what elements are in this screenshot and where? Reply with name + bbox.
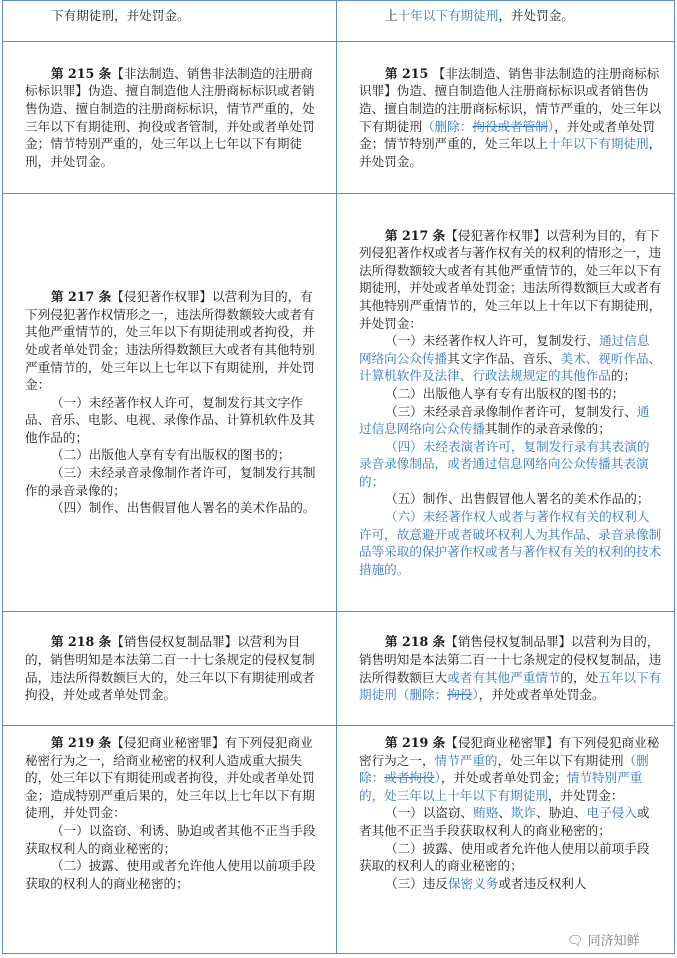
text-segment: ，并处或者单处罚金； [440,770,567,786]
article-paragraph [359,7,662,25]
clause-paragraph [25,499,324,517]
table-row [3,612,675,726]
text-segment: 的，处 [560,669,599,685]
text-segment: （一）未经著作权人许可，复制发行、 [384,333,600,349]
text-segment: （二）出版他人享有专有出版权的图书的； [384,385,625,401]
clause-paragraph [359,875,662,893]
text-segment: （二）披露、使用或者允许他人使用以前项手段获取的权利人的商业秘密的； [25,858,316,891]
new-law-cell [336,194,674,612]
text-segment: 【侵犯著作权罪】以营利为目的，有下列侵犯著作权情形之一，违法所得数额较大或者有其他严重情节的，处三年以下有期徒刑或者拘役，并处或者单处罚金；违法所得数额巨大或者有其他特别严重情节的，处三年以上七年以下有期徒刑，并处罚金： [25,289,315,393]
clause-paragraph [359,840,662,875]
new-law-cell [336,612,674,726]
text-segment: （四）制作、出售假冒他人署名的美术作品的。 [51,500,316,516]
amended-text: 贿赂 [473,805,499,821]
clause-paragraph [25,822,324,857]
clause-paragraph [359,490,662,508]
old-law-cell [3,194,337,612]
text-segment: 第 218 条 [384,634,446,650]
watermark: 🗨 同济知鲜 [567,930,640,949]
amended-text: （删除： [421,118,473,134]
text-segment: ，并处或者单处罚金；情节特别严重的，处三年以上 [358,118,655,152]
amended-text: 十年以下有期徒刑 [397,8,499,23]
text-segment: 的； [610,368,637,384]
amended-text: 五年以下有期徒刑 [358,669,662,703]
article-paragraph [359,734,662,804]
amended-text: 保密义务 [447,875,499,891]
amended-text: 情节特别严重的，处三年以上十年以下有期徒刑 [358,770,643,803]
text-segment: 第 219 条 [51,735,112,750]
deleted-text: 拘役 [447,687,473,703]
amended-text: 美术、视听作品、计算机软件及法律、行政法规规定的其他作品 [358,350,662,384]
text-segment: 上 [384,8,398,23]
amended-text: （四）未经表演者许可，复制发行录有其表演的录音录像制品，或者通过信息网络向公众传播其表演的； [358,438,650,489]
amended-text: 电子侵入 [586,805,637,821]
text-segment: 下有期徒刑，并处罚金。 [51,8,190,23]
article-paragraph [25,633,324,703]
text-segment: （三）违反 [384,875,448,891]
text-segment: 第 219 条 [384,735,446,750]
text-segment: 第 215 条 [51,65,112,81]
text-segment: ，处三年以下有期徒刑 [497,752,624,768]
table-row [3,1,675,42]
article-paragraph [25,734,324,822]
clause-paragraph [359,332,662,385]
text-segment: ，并处罚金。 [498,8,574,23]
table-row [3,42,675,194]
amended-text: （六）未经著作权人或者与著作权有关的权利人许可，故意避开或者破坏权利人为其作品、录音录像制品等采取的保护著作权或者与著作权有关的权利的技术措施的。 [358,509,662,577]
amended-text: （删除： [396,687,448,703]
clause-paragraph [25,464,324,499]
text-segment: 【侵犯著作权罪】以营利为目的，有下列侵犯著作权或者与著作权有关的权利的情形之一，违法所得数额较大或者有其他严重情节的，处三年以下有期徒刑，并处或者单处罚金；违法所得数额巨大或者有其他特别严重情节的，处三年以上十年以下有期徒刑，并处罚金： [358,227,662,331]
text-segment: 【侵犯商业秘密罪】有下列侵犯商业秘密行为之一， [358,735,660,768]
deleted-text: 或者拘役 [384,770,435,786]
article-paragraph [25,65,324,171]
old-law-cell [3,726,337,954]
text-segment: 【侵犯商业秘密罪】有下列侵犯商业秘密行为之一，给商业秘密的权利人造成重大损失的，处三年以下有期徒刑或者拘役，并处或者单处罚金；造成特别严重后果的，处三年以上七年以下有期徒刑，并处罚金： [25,735,315,821]
clause-paragraph [359,804,662,839]
text-segment: 第 217 条 [384,227,446,243]
article-paragraph [359,65,662,171]
clause-paragraph [25,857,324,892]
article-paragraph [25,7,324,25]
text-segment: （一）以盗窃、 [384,805,474,821]
text-segment: 、胁迫、 [536,805,587,821]
clause-paragraph [359,403,662,438]
text-segment: 、 [498,805,511,821]
comparison-table [2,0,675,954]
clause-paragraph [359,438,662,491]
text-segment: ，并处罚金： [547,787,624,803]
new-law-cell [336,42,674,194]
text-segment: 【销售侵权复制品罪】以营利为目的，销售明知是本法第二百一十七条规定的侵权复制品，违法所得数额巨大 [358,634,662,685]
article-paragraph [359,227,662,333]
text-segment: 【销售侵权复制品罪】以营利为目的，销售明知是本法第二百一十七条规定的侵权复制品，违法所得数额巨大的，处三年以下有期徒刑或者拘役，并处或者单处罚金。 [25,634,315,703]
text-segment: （三）未经录音录像制作者许可，复制发行其制作的录音录像的； [25,465,316,498]
deleted-text: 拘役或者管制 [472,118,548,134]
amended-text: （删除： [358,752,649,786]
table-row [3,194,675,612]
text-segment: 第 217 条 [51,289,112,305]
amended-text: 欺诈 [510,805,537,821]
article-paragraph [25,288,324,394]
text-segment: （一）以盗窃、利诱、胁迫或者其他不正当手段获取权利人的商业秘密的； [25,822,316,856]
text-segment: 或者违反权利人 [498,875,587,891]
clause-paragraph [359,385,662,403]
text-segment: （三）未经录音录像制作者许可，复制发行、 [384,403,637,419]
new-law-cell [336,726,674,954]
text-segment: 第 215 [384,65,433,81]
amended-text: ） [434,770,441,786]
amended-text: 情节严重的 [434,752,498,768]
article-paragraph [359,633,662,703]
text-segment: 其文字作品、音乐、 [447,350,561,366]
old-law-cell [3,1,337,42]
amended-text: 通过信息网络向公众传播 [358,403,650,437]
clause-paragraph [25,446,324,464]
clause-paragraph [25,394,324,447]
text-segment: 第 218 条 [51,634,112,650]
text-segment: （五）制作、出售假冒他人署名的美术作品的； [384,491,650,507]
amended-text: 或者有其他严重情节 [447,669,561,685]
amended-text: 通过信息网络向公众传播 [358,333,650,366]
text-segment: （一）未经著作权人许可，复制发行其文字作品、音乐、电影、电视、录像作品、计算机软件及其他作品的； [25,394,315,445]
text-segment: （二）披露、使用或者允许他人使用以前项手段获取的权利人的商业秘密的； [358,840,650,874]
text-segment: 或者其他不正当手段获取权利人的商业秘密的； [358,805,650,838]
text-segment: （二）出版他人享有专有出版权的图书的； [51,447,291,463]
new-law-cell [336,1,674,42]
text-segment: ，并处罚金。 [358,136,662,169]
text-segment: 其制作的录音录像的； [484,421,611,437]
amended-text: 十年以下有期徒刑 [547,136,649,152]
text-segment: 【非法制造、销售非法制造的注册商标标识罪】伪造、擅自制造他人注册商标标识或者销售伪造、擅自制造的注册商标标识，情节严重的，处三年以下有期徒刑、拘役或者管制，并处或者单处罚金；情节特别严重的，处三年以上七年以下有期徒刑，并处罚金。 [25,65,315,169]
text-segment: 【非法制造、销售非法制造的注册商标标识罪】伪造、擅自制造他人注册商标标识或者销售伪造、擅自制造的注册商标标识，情节严重的，处三年以下有期徒刑 [358,65,662,134]
clause-paragraph [359,508,662,578]
table-row [3,726,675,954]
amended-text: ） [547,118,555,134]
old-law-cell [3,612,337,726]
old-law-cell [3,42,337,194]
text-segment: ，并处或者单处罚金。 [478,687,605,703]
amended-text: ） [472,687,479,703]
